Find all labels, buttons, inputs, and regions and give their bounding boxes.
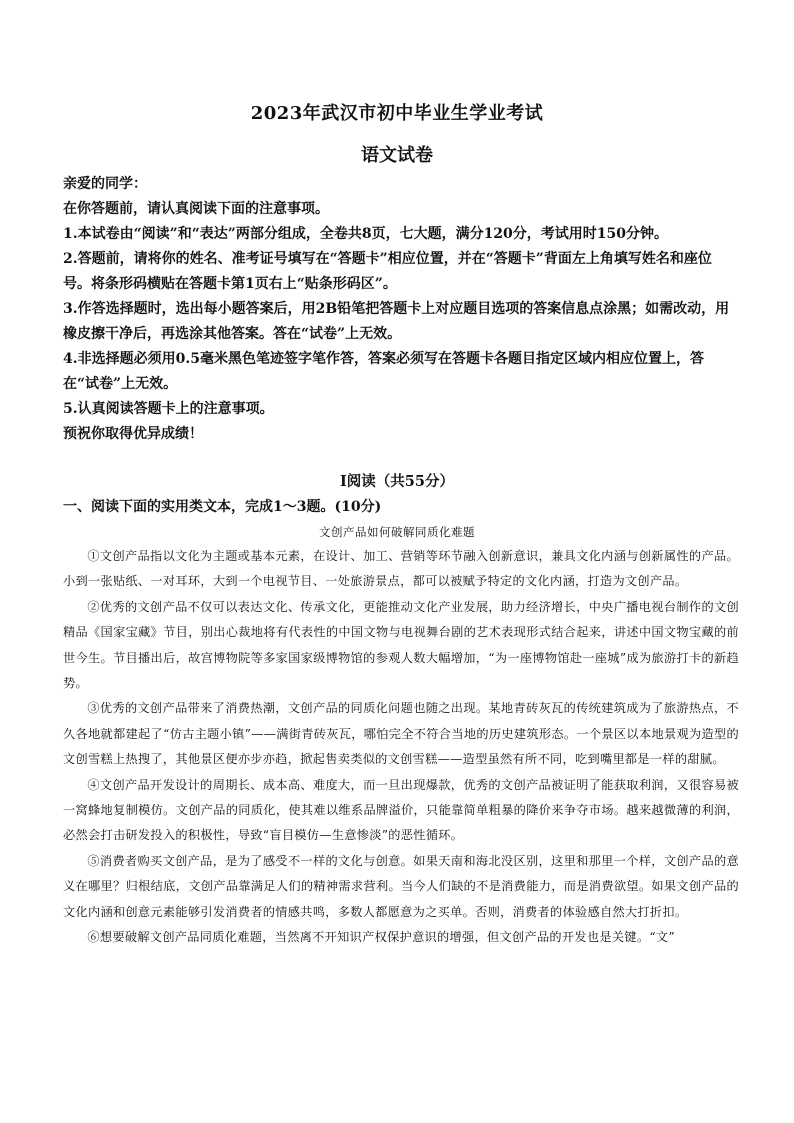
notice-item: 1.本试卷由“阅读”和“表达”两部分组成，全卷共8页，七大题，满分120分，考试用时150分钟。	[63, 226, 669, 242]
exam-subtitle: 语文试卷	[361, 145, 433, 166]
notice-block	[63, 172, 733, 447]
article-paragraph: ⑤消费者购买文创产品，是为了感受不一样的文化与创意。如果天南和海北没区别，这里和那里一个样，文创产品的意义在哪里？归根结底，文创产品靠满足人们的精神需求营利。当今人们缺的不是消费能力，而是消费欲望。如果文创产品的文化内涵和创意元素能够引发消费者的情感共鸣，多数人都愿意为之买单。否则，消费者的体验感自然大打折扣。	[63, 853, 739, 919]
notice-closing: 预祝你取得优异成绩！	[63, 426, 203, 442]
article-paragraph: ②优秀的文创产品不仅可以表达文化、传承文化，更能推动文化产业发展，助力经济增长，中央广播电视台制作的文创精品《国家宝藏》节目，别出心裁地将有代表性的中国文物与电视舞台剧的艺术表现形式结合起来，讲述中国文物宝藏的前世今生。节目播出后，故宫博物院等多家国家级博物馆的参观人数大幅增加，“为一座博物馆赴一座城”成为旅游打卡的新趋势。	[63, 599, 739, 691]
article-paragraph: ③优秀的文创产品带来了消费热潮，文创产品的同质化问题也随之出现。某地青砖灰瓦的传统建筑成为了旅游热点，不久各地就都建起了“仿古主题小镇”——满街青砖灰瓦，哪怕完全不符合当地的历史建筑形态。一个景区以本地景观为造型的文创雪糕上热搜了，其他景区便亦步亦趋，掀起售卖类似的文创雪糕——造型虽然有所不同，吃到嘴里都是一样的甜腻。	[63, 701, 739, 767]
article-paragraph: ⑥想要破解文创产品同质化难题，当然离不开知识产权保护意识的增强，但文创产品的开发也是关键。“文”	[87, 930, 675, 945]
section-header: Ⅰ阅读（共55分）	[340, 473, 454, 490]
notice-item: 4.非选择题必须用0.5毫米黑色笔迹签字笔作答，答案必须写在答题卡各题目指定区域内相应位置上，答在“试卷”上无效。	[63, 351, 704, 392]
article-paragraph: ④文创产品开发设计的周期长、成本高、难度大，而一旦出现爆款，优秀的文创产品被证明了能获取利润，又很容易被一窝蜂地复制模仿。文创产品的同质化，使其难以维系品牌溢价，只能靠简单粗暴的降价来争夺市场。越来越微薄的利润，必然会打击研发投入的积极性，导致“盲目模仿—生意惨淡”的恶性循环。	[63, 777, 739, 843]
notice-greeting: 亲爱的同学：	[63, 176, 147, 192]
notice-intro: 在你答题前，请认真阅读下面的注意事项。	[63, 201, 329, 217]
question-header: 一、阅读下面的实用类文本，完成1～3题。(10分)	[63, 499, 382, 515]
article-body	[63, 544, 739, 951]
exam-title: 2023年武汉市初中毕业生学业考试	[250, 103, 544, 124]
notice-item: 3.作答选择题时，选出每小题答案后，用2B铅笔把答题卡上对应题目选项的答案信息点涂黑；如需改动，用橡皮擦干净后，再选涂其他答案。答在“试卷”上无效。	[63, 301, 730, 342]
article-title: 文创产品如何破解同质化难题	[319, 525, 475, 539]
article-paragraph: ①文创产品指以文化为主题或基本元素，在设计、加工、营销等环节融入创新意识，兼具文化内涵与创新属性的产品。小到一张贴纸、一对耳环，大到一个电视节目、一处旅游景点，都可以被赋予特定的文化内涵，打造为文创产品。	[63, 549, 739, 589]
notice-item: 2.答题前，请将你的姓名、准考证号填写在“答题卡”相应位置，并在“答题卡”背面左上角填写姓名和座位号。将条形码横贴在答题卡第1页右上“贴条形码区”。	[63, 251, 712, 292]
notice-item: 5.认真阅读答题卡上的注意事项。	[63, 401, 274, 417]
